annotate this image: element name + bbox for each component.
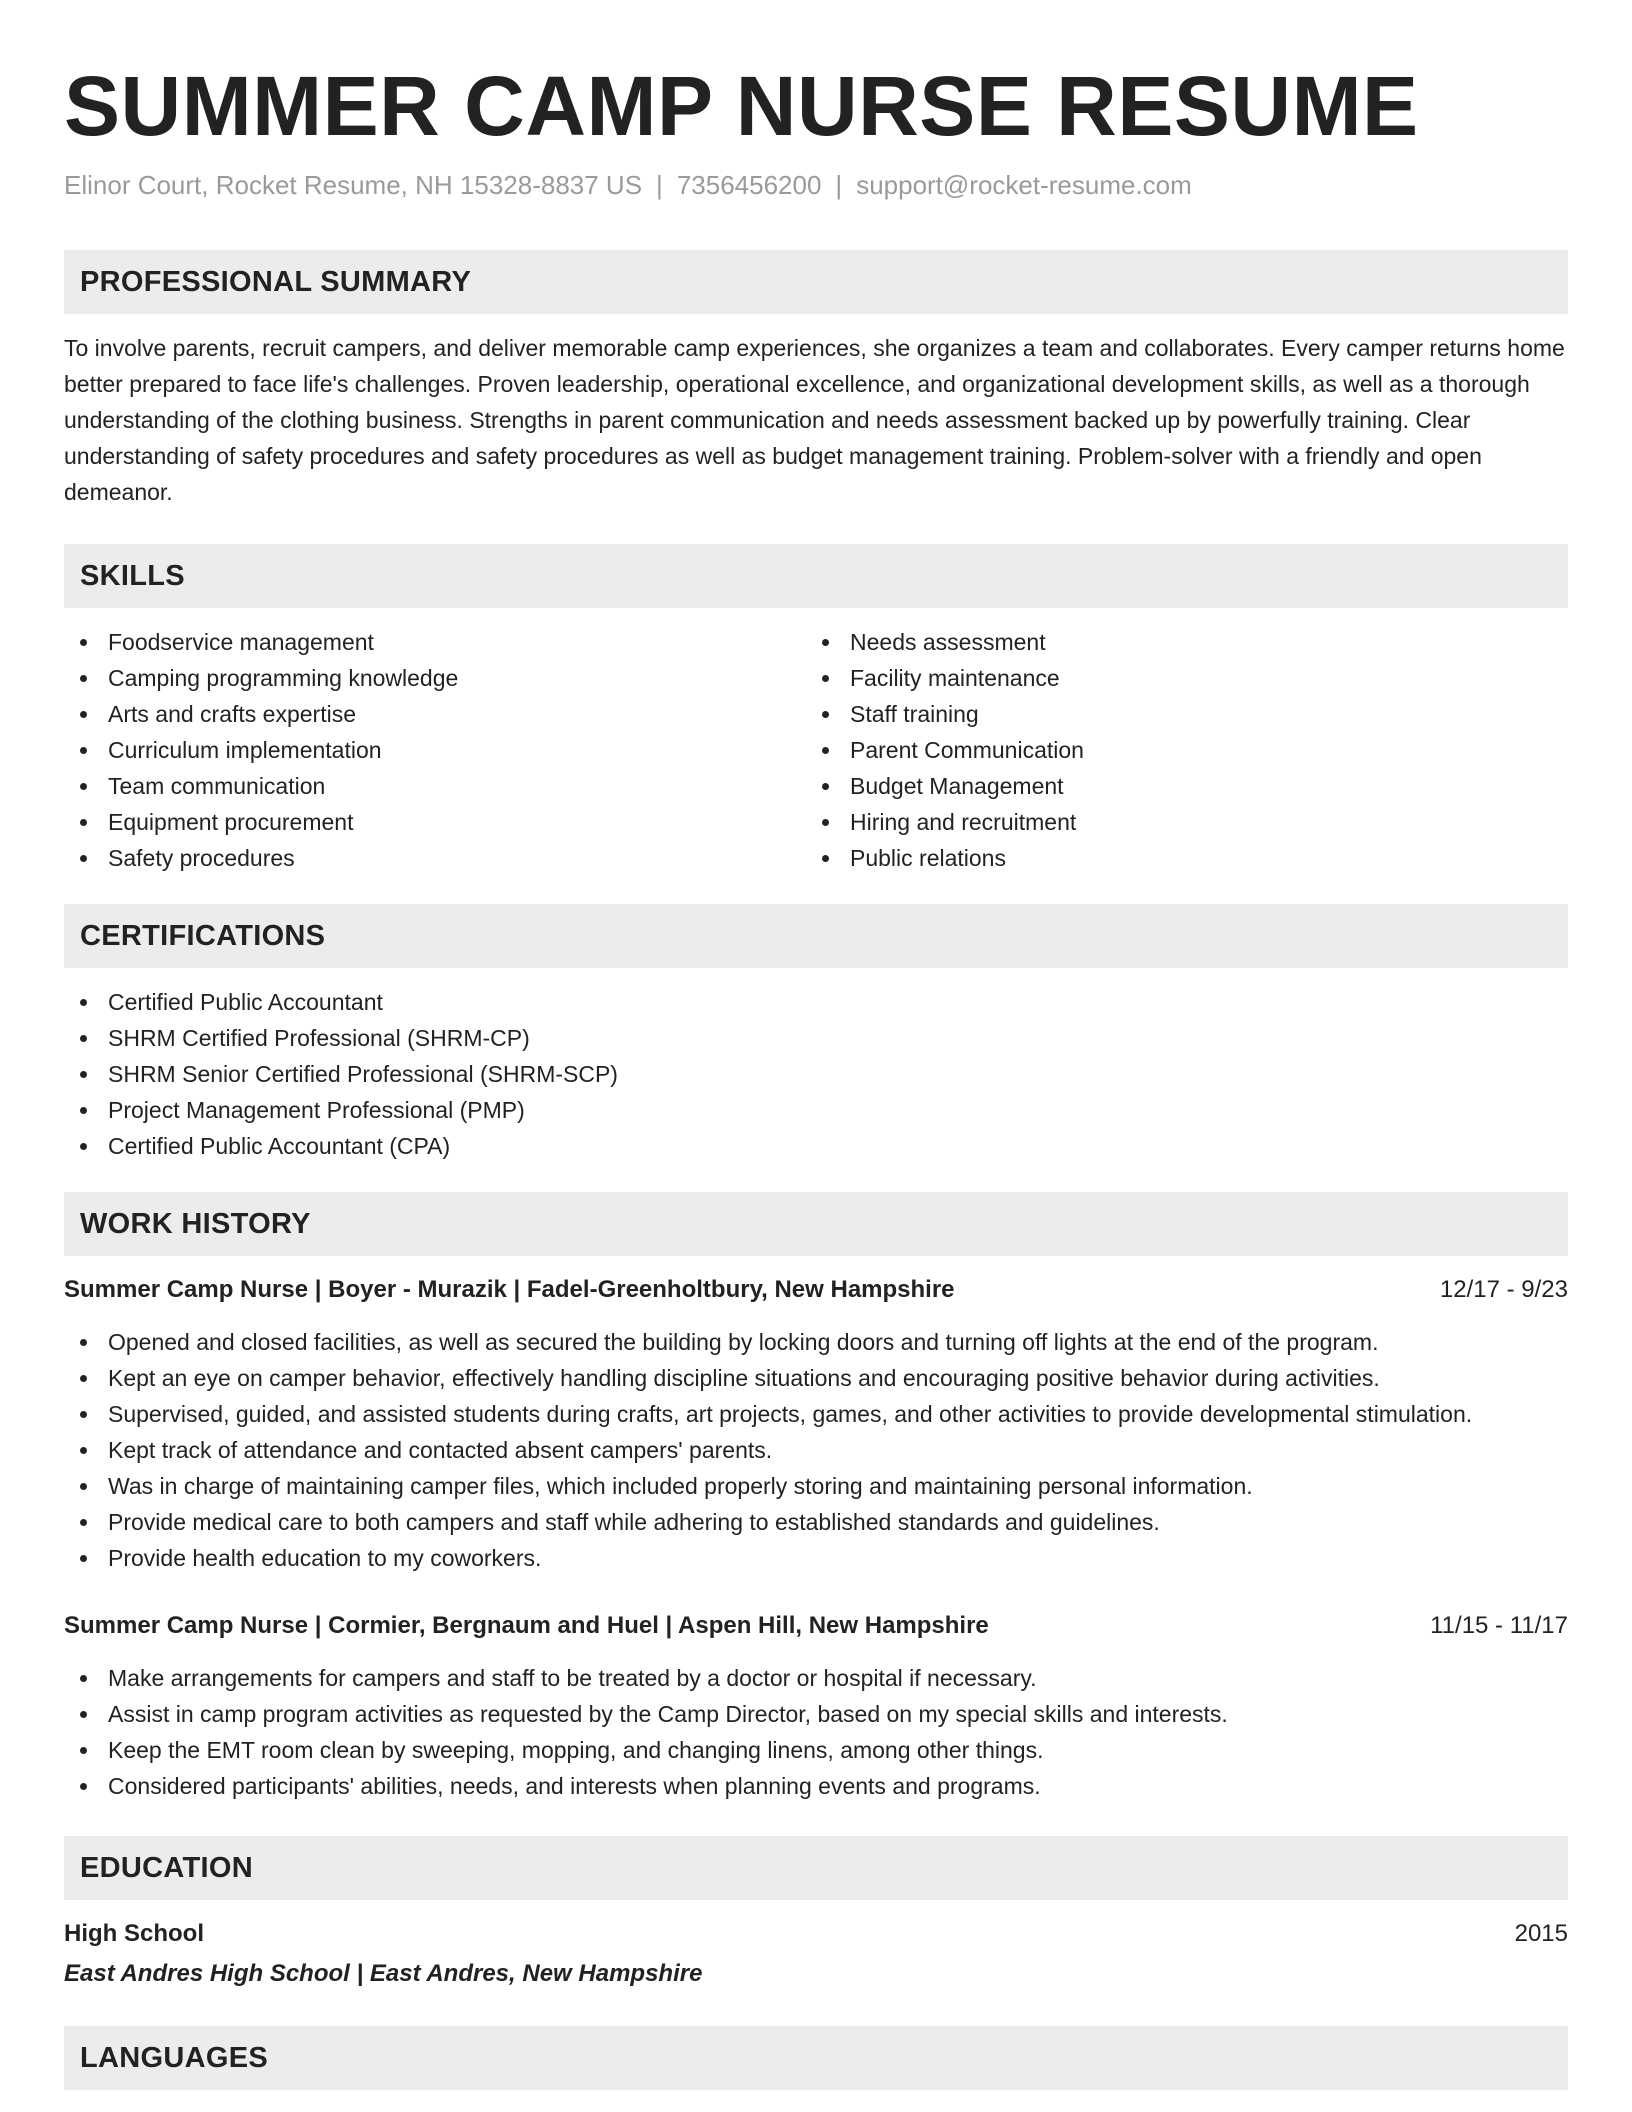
list-item: Team communication: [64, 768, 806, 804]
job-dates: 11/15 - 11/17: [1430, 1612, 1568, 1639]
job-title: Summer Camp Nurse | Boyer - Murazik | Fadel-Greenholtbury, New Hampshire: [64, 1276, 955, 1303]
contact-separator: |: [656, 170, 663, 200]
list-item: Provide medical care to both campers and staff while adhering to established standards and guidelines.: [64, 1504, 1568, 1540]
list-item: Foodservice management: [64, 624, 806, 660]
list-item: Arts and crafts expertise: [64, 696, 806, 732]
section-heading-languages: LANGUAGES: [64, 2026, 1568, 2090]
resume-page: [64, 0, 1568, 2090]
list-item: Certified Public Accountant: [64, 984, 1568, 1020]
resume-title: SUMMER CAMP NURSE RESUME: [64, 59, 1419, 153]
list-item: Budget Management: [806, 768, 1548, 804]
list-item: Was in charge of maintaining camper files, which included properly storing and maintaining personal information.: [64, 1468, 1568, 1504]
contact-address: Elinor Court, Rocket Resume, NH 15328-8837 US: [64, 170, 643, 200]
job-entry: [64, 1608, 1568, 1804]
contact-email: support@rocket-resume.com: [856, 170, 1192, 200]
job-header: [64, 1608, 1568, 1644]
list-item: Certified Public Accountant (CPA): [64, 1128, 1568, 1164]
section-heading-work-history: WORK HISTORY: [64, 1192, 1568, 1256]
list-item: Needs assessment: [806, 624, 1548, 660]
contact-phone: 7356456200: [676, 170, 822, 200]
contact-line: [64, 168, 1568, 202]
education-degree: High School: [64, 1920, 204, 1947]
list-item: Parent Communication: [806, 732, 1548, 768]
education-year: 2015: [1514, 1920, 1568, 1947]
job-title: Summer Camp Nurse | Cormier, Bergnaum and Huel | Aspen Hill, New Hampshire: [64, 1612, 989, 1639]
summary-section: [64, 250, 1568, 510]
list-item: Camping programming knowledge: [64, 660, 806, 696]
job-bullets: [64, 1660, 1568, 1804]
education-section: [64, 1836, 1568, 1992]
section-heading-summary: PROFESSIONAL SUMMARY: [64, 250, 1568, 314]
list-item: Hiring and recruitment: [806, 804, 1548, 840]
list-item: Make arrangements for campers and staff to be treated by a doctor or hospital if necessary.: [64, 1660, 1568, 1696]
section-heading-certifications: CERTIFICATIONS: [64, 904, 1568, 968]
certifications-section: [64, 904, 1568, 1164]
contact-separator: |: [835, 170, 843, 200]
list-item: Public relations: [806, 840, 1548, 876]
list-item: Opened and closed facilities, as well as secured the building by locking doors and turning off lights at the end of the program.: [64, 1324, 1568, 1360]
education-school: East Andres High School | East Andres, New Hampshire: [64, 1960, 703, 1987]
list-item: Curriculum implementation: [64, 732, 806, 768]
education-header: [64, 1916, 1568, 1952]
skills-section: [64, 544, 1568, 876]
languages-section: [64, 2026, 1568, 2090]
list-item: SHRM Certified Professional (SHRM-CP): [64, 1020, 1568, 1056]
job-bullets: [64, 1324, 1568, 1576]
work-history-section: [64, 1192, 1568, 1804]
list-item: Keep the EMT room clean by sweeping, mopping, and changing linens, among other things.: [64, 1732, 1568, 1768]
list-item: Kept an eye on camper behavior, effectively handling discipline situations and encouraging positive behavior during activities.: [64, 1360, 1568, 1396]
section-heading-education: EDUCATION: [64, 1836, 1568, 1900]
list-item: Kept track of attendance and contacted absent campers' parents.: [64, 1432, 1568, 1468]
list-item: Assist in camp program activities as requested by the Camp Director, based on my special skills and interests.: [64, 1696, 1568, 1732]
list-item: Supervised, guided, and assisted students during crafts, art projects, games, and other activities to provide developmental stimulation.: [64, 1396, 1568, 1432]
list-item: Provide health education to my coworkers.: [64, 1540, 1568, 1576]
list-item: SHRM Senior Certified Professional (SHRM-SCP): [64, 1056, 1568, 1092]
list-item: Staff training: [806, 696, 1548, 732]
job-header: [64, 1272, 1568, 1308]
job-dates: 12/17 - 9/23: [1439, 1276, 1568, 1303]
list-item: Facility maintenance: [806, 660, 1548, 696]
summary-text: To involve parents, recruit campers, and deliver memorable camp experiences, she organizes a team and collaborates. Every camper returns home better prepared to face life's challenges. Proven leadership, operational excellence, and organizational development skills, as well as a thorough understanding of the clothing business. Strengths in parent communication and needs assessment backed up by powerfully training. Clear understanding of safety procedures and safety procedures as well as budget management training. Problem-solver with a friendly and open demeanor.: [64, 335, 1565, 505]
certifications-list: [64, 984, 1568, 1164]
list-item: Equipment procurement: [64, 804, 806, 840]
skills-grid: [64, 624, 1568, 876]
section-heading-skills: SKILLS: [64, 544, 1568, 608]
skills-list-left: [64, 624, 806, 876]
job-entry: [64, 1272, 1568, 1576]
list-item: Considered participants' abilities, needs, and interests when planning events and programs.: [64, 1768, 1568, 1804]
skills-list-right: [806, 624, 1548, 876]
list-item: Safety procedures: [64, 840, 806, 876]
list-item: Project Management Professional (PMP): [64, 1092, 1568, 1128]
